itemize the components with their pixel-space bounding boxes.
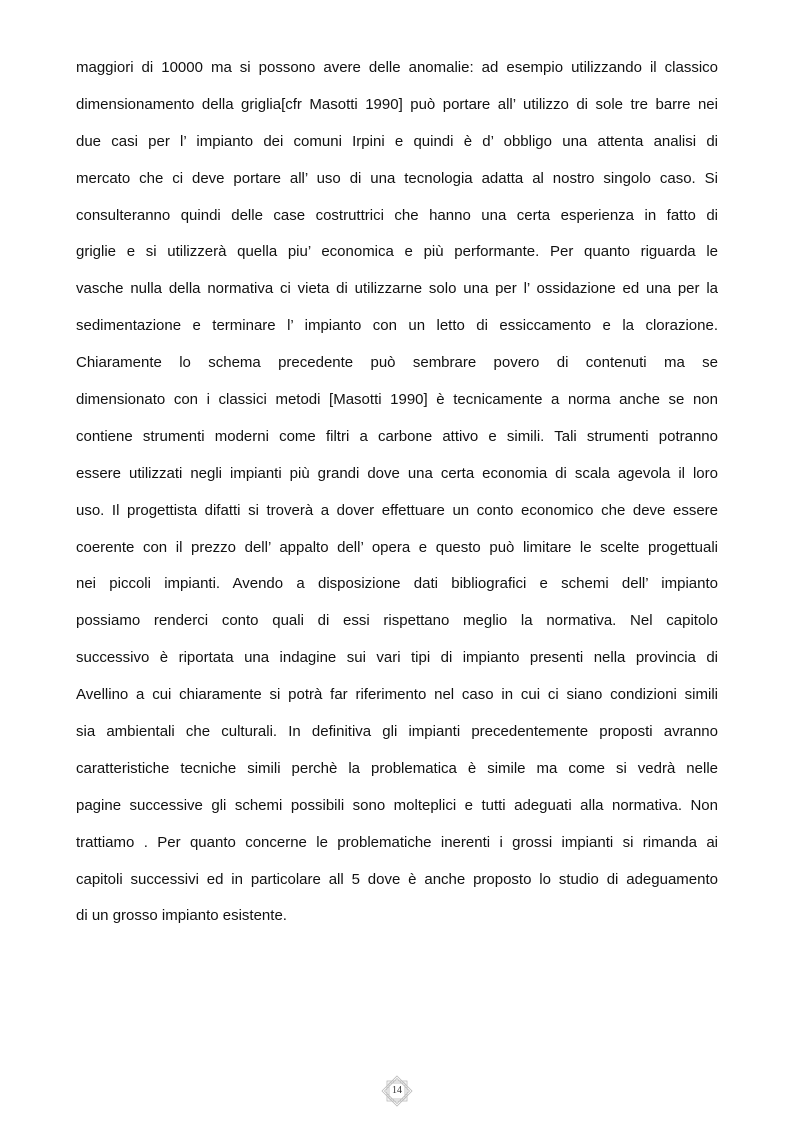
text-line: successivo è riportata una indagine sui vari tipi di impianto presenti nella provincia di [76, 649, 718, 667]
text-line: griglie e si utilizzerà quella piu’ economica e più performante. Per quanto riguarda le [76, 243, 718, 261]
text-line: caratteristiche tecniche simili perchè la problematica è simile ma come si vedrà nelle [76, 759, 718, 777]
page-number: 14 [392, 1085, 402, 1096]
text-line: essere utilizzati negli impianti più grandi dove una certa economia di scala agevola il loro [76, 464, 718, 482]
text-line: pagine successive gli schemi possibili sono molteplici e tutti adeguati alla normativa. Non [76, 796, 718, 814]
page-number-ornament [381, 1075, 413, 1107]
text-line: sedimentazione e terminare l’ impianto con un letto di essiccamento e la clorazione. [76, 317, 718, 335]
text-line: capitoli successivi ed in particolare all 5 dove è anche proposto lo studio di adeguamento [76, 870, 718, 888]
text-line: vasche nulla della normativa ci vieta di utilizzarne solo una per l’ ossidazione ed una per la [76, 280, 718, 298]
text-line: mercato che ci deve portare all’ uso di una tecnologia adatta al nostro singolo caso. Si [76, 169, 718, 187]
text-line: coerente con il prezzo dell’ appalto dell’ opera e questo può limitare le scelte progettuali [76, 538, 718, 556]
text-line: contiene strumenti moderni come filtri a carbone attivo e simili. Tali strumenti potranno [76, 427, 718, 445]
text-line: maggiori di 10000 ma si possono avere delle anomalie: ad esempio utilizzando il classico [76, 59, 718, 76]
text-line: dimensionamento della griglia[cfr Masotti 1990] può portare all’ utilizzo di sole tre barre nei [76, 95, 718, 113]
text-line: Chiaramente lo schema precedente può sembrare povero di contenuti ma se [76, 354, 718, 372]
text-line: di un grosso impianto esistente. [76, 907, 287, 925]
text-line: trattiamo . Per quanto concerne le problematiche inerenti i grossi impianti si rimanda ai [76, 833, 718, 851]
text-line: sia ambientali che culturali. In definitiva gli impianti precedentemente proposti avranno [76, 723, 718, 741]
body-paragraph [76, 50, 718, 935]
text-line: due casi per l’ impianto dei comuni Irpini e quindi è d’ obbligo una attenta analisi di [76, 132, 718, 150]
text-line: consulteranno quindi delle case costruttrici che hanno una certa esperienza in fatto di [76, 206, 718, 224]
text-line: uso. Il progettista difatti si troverà a dover effettuare un conto economico che deve essere [76, 501, 718, 519]
text-line: nei piccoli impianti. Avendo a disposizione dati bibliografici e schemi dell’ impianto [76, 575, 718, 593]
text-line: dimensionato con i classici metodi [Masotti 1990] è tecnicamente a norma anche se non [76, 391, 718, 409]
text-line: Avellino a cui chiaramente si potrà far riferimento nel caso in cui ci siano condizioni simili [76, 686, 718, 704]
text-line: possiamo renderci conto quali di essi rispettano meglio la normativa. Nel capitolo [76, 612, 718, 630]
